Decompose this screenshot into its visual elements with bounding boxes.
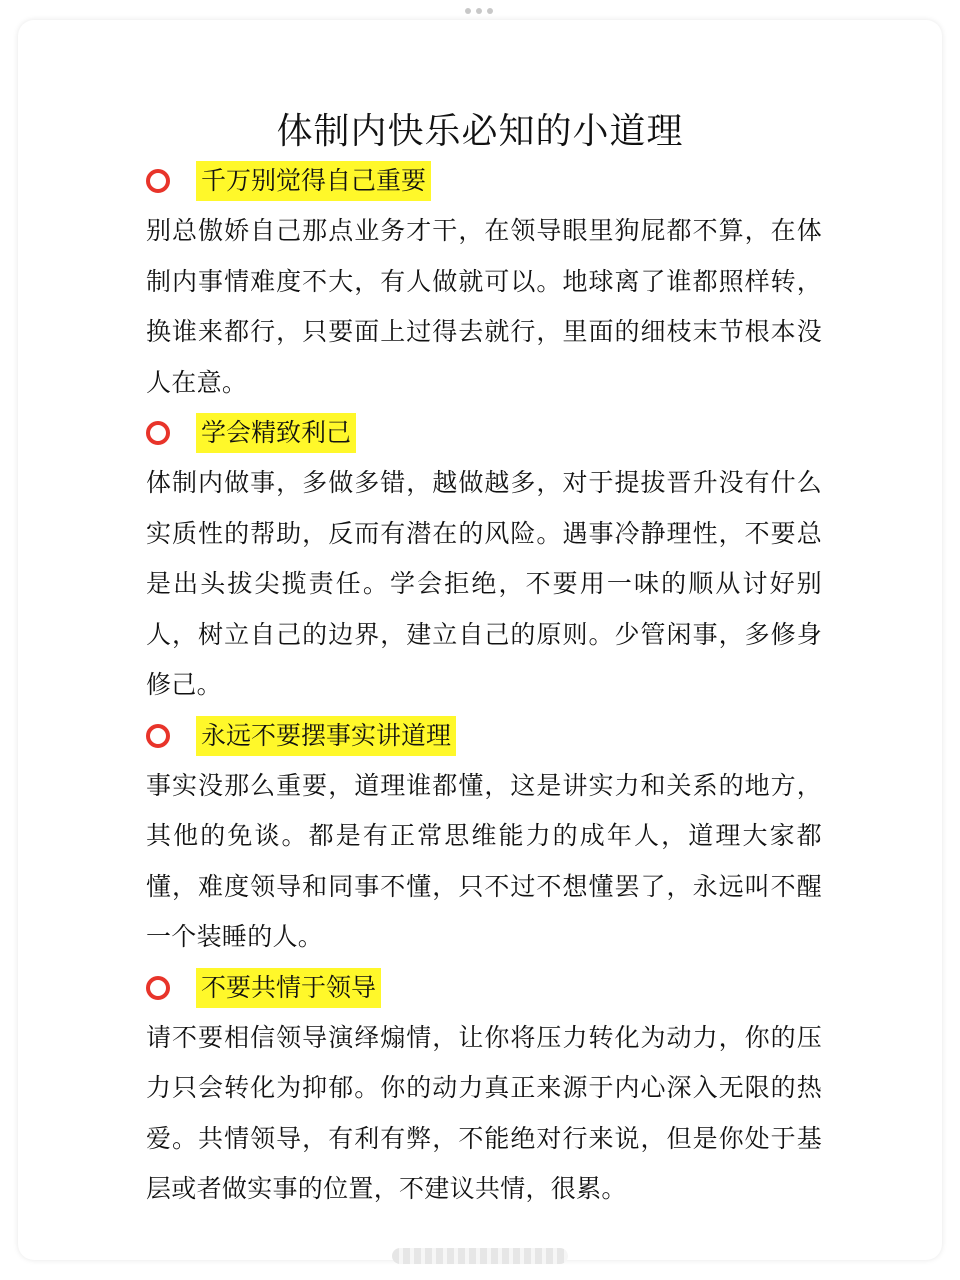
section-3 — [146, 711, 822, 963]
section-2 — [146, 408, 822, 711]
section-body: 别总傲娇自己那点业务才干，在领导眼里狗屁都不算，在体制内事情难度不大，有人做就可以。地球离了谁都照样转，换谁来都行，只要面上过得去就行，里面的细枝末节根本没人在意。 — [146, 216, 822, 397]
section-heading: 学会精致利己 — [196, 413, 356, 453]
red-ring-icon — [146, 724, 170, 748]
section-4 — [146, 963, 822, 1215]
section-heading-row — [146, 963, 822, 1013]
article-content — [146, 156, 822, 1215]
red-ring-icon — [146, 421, 170, 445]
section-heading: 不要共情于领导 — [196, 968, 381, 1008]
red-ring-icon — [146, 169, 170, 193]
section-heading-row — [146, 408, 822, 458]
section-body: 体制内做事，多做多错，越做越多，对于提拔晋升没有什么实质性的帮助，反而有潜在的风险。遇事冷静理性，不要总是出头拔尖揽责任。学会拒绝，不要用一味的顺从讨好别人，树立自己的边界，建立自己的原则。少管闲事，多修身修己。 — [146, 468, 822, 699]
page-title: 体制内快乐必知的小道理 — [276, 111, 684, 152]
section-heading: 永远不要摆事实讲道理 — [196, 716, 456, 756]
section-1 — [146, 156, 822, 408]
section-heading-row — [146, 156, 822, 206]
page-indicator-bar — [392, 1248, 568, 1264]
red-ring-icon — [146, 976, 170, 1000]
more-dots-icon[interactable] — [465, 8, 493, 14]
section-body: 事实没那么重要，道理谁都懂，这是讲实力和关系的地方，其他的免谈。都是有正常思维能力的成年人，道理大家都懂，难度领导和同事不懂，只不过不想懂罢了，永远叫不醒一个装睡的人。 — [146, 770, 822, 951]
section-heading-row — [146, 711, 822, 761]
section-body: 请不要相信领导演绎煽情，让你将压力转化为动力，你的压力只会转化为抑郁。你的动力真正来源于内心深入无限的热爱。共情领导，有利有弊，不能绝对行来说，但是你处于基层或者做实事的位置，不建议共情，很累。 — [146, 1022, 822, 1203]
section-heading: 千万别觉得自己重要 — [196, 161, 431, 201]
